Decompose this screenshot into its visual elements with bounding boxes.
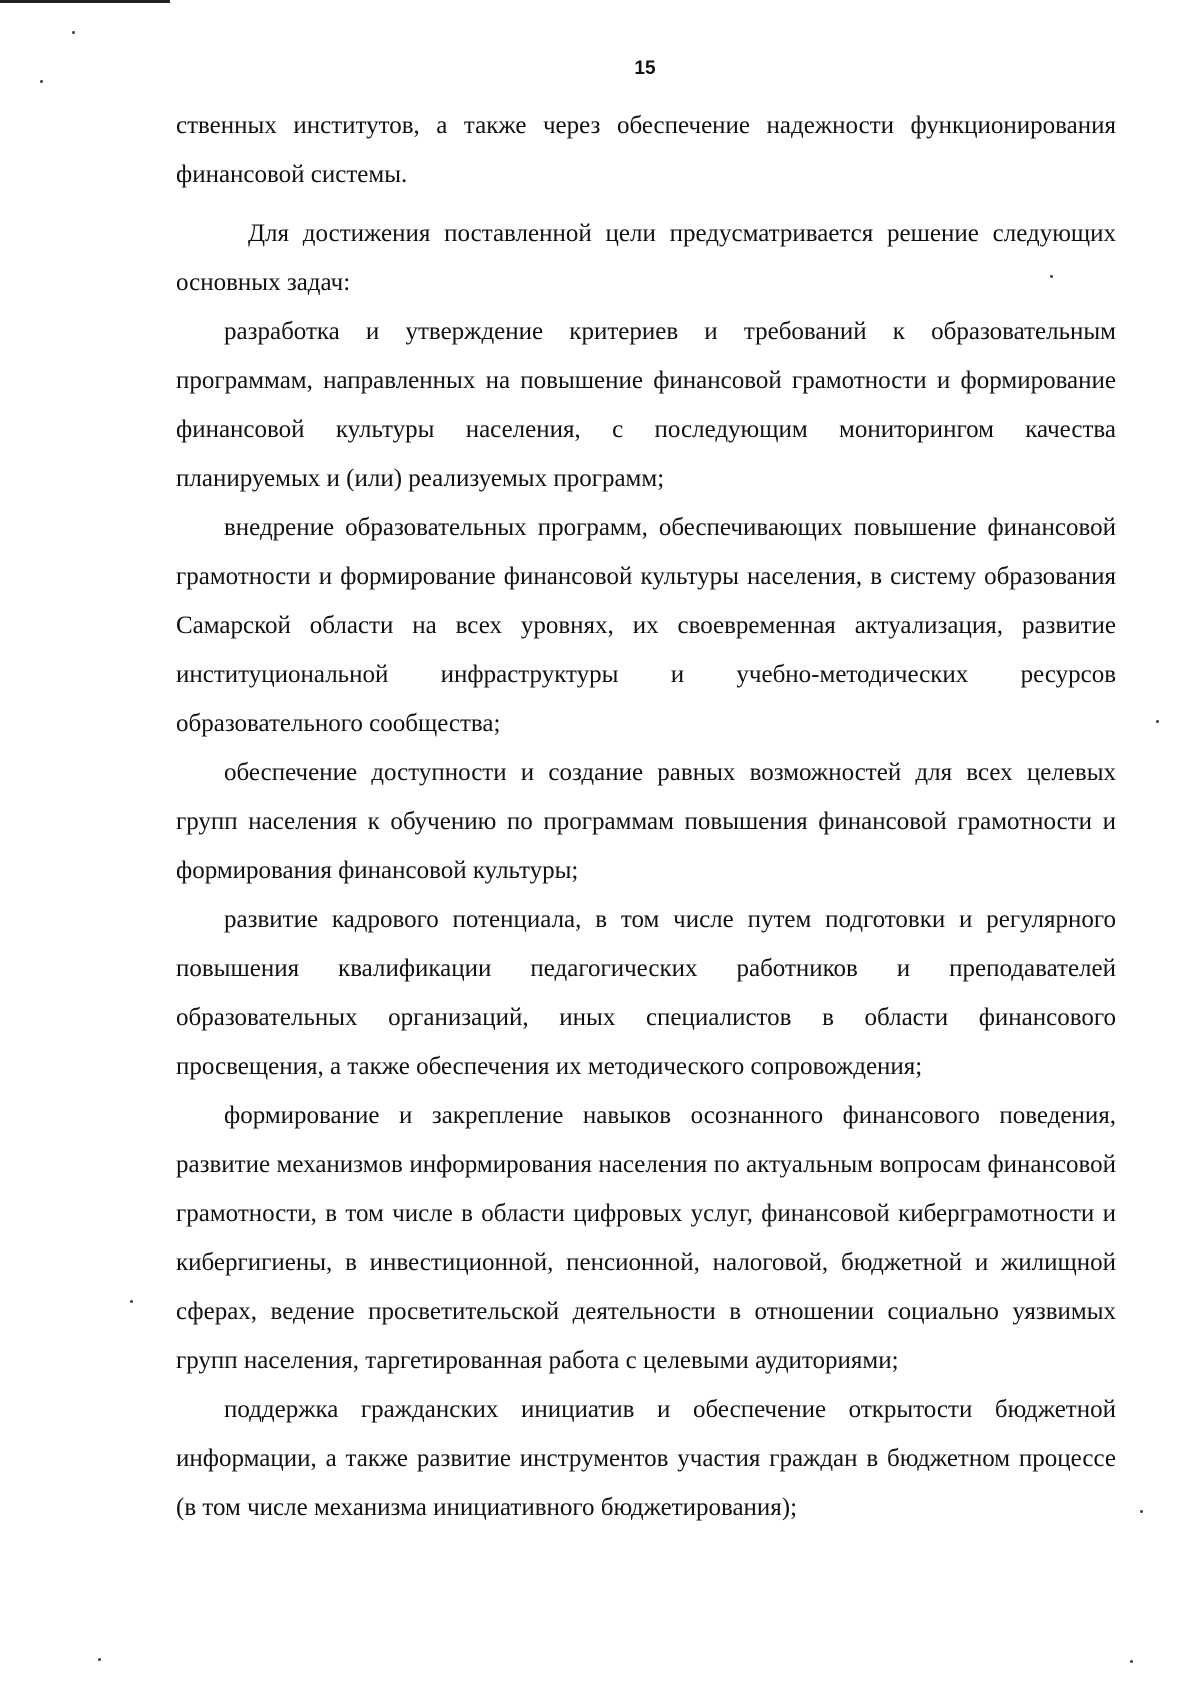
- document-body: [176, 101, 1116, 1532]
- task-item-civic-initiatives: поддержка гражданских инициатив и обеспечение открытости бюджетной информации, а также развитие инструментов участия граждан в бюджетном процессе (в том числе механизма инициативного бюджетирования);: [176, 1396, 1116, 1521]
- scan-speck: [1050, 275, 1053, 278]
- task-item-personnel: развитие кадрового потенциала, в том числе путем подготовки и регулярного повышения квалификации педагогических работников и преподавателей образовательных организаций, иных специалистов в области финансового просвещения, а также обеспечения их методического сопровождения;: [176, 906, 1116, 1080]
- task-item-criteria: разработка и утверждение критериев и требований к образовательным программам, направленных на повышение финансовой грамотности и формирование финансовой культуры населения, с последующим мониторингом качества планируемых и (или) реализуемых программ;: [176, 318, 1116, 492]
- scan-edge-line: [0, 0, 170, 3]
- page-number: 15: [634, 58, 656, 79]
- task-item-accessibility: обеспечение доступности и создание равных возможностей для всех целевых групп населения к обучению по программам повышения финансовой грамотности и формирования финансовой культуры;: [176, 759, 1116, 884]
- paragraph-goal-intro: Для достижения поставленной цели предусматривается решение следующих основных задач:: [176, 220, 1116, 296]
- scan-speck: [1130, 1660, 1133, 1663]
- scan-speck: [130, 1300, 133, 1303]
- scan-speck: [1156, 720, 1159, 723]
- task-item-implementation: внедрение образовательных программ, обеспечивающих повышение финансовой грамотности и формирование финансовой культуры населения, в систему образования Самарской области на всех уровнях, их своевременная актуализация, развитие институциональной инфраструктуры и учебно-методических ресурсов образовательного сообщества;: [176, 514, 1116, 737]
- scan-speck: [98, 1658, 101, 1661]
- paragraph-continuation: ственных институтов, а также через обеспечение надежности функционирования финансовой системы.: [176, 112, 1116, 188]
- scan-speck: [40, 80, 43, 83]
- scan-speck: [72, 31, 75, 34]
- task-item-behavior: формирование и закрепление навыков осознанного финансового поведения, развитие механизмов информирования населения по актуальным вопросам финансовой грамотности, в том числе в области цифровых услуг, финансовой киберграмотности и кибергигиены, в инвестиционной, пенсионной, налоговой, бюджетной и жилищной сферах, ведение просветительской деятельности в отношении социально уязвимых групп населения, таргетированная работа с целевыми аудиториями;: [176, 1102, 1116, 1374]
- scan-speck: [1140, 1510, 1143, 1513]
